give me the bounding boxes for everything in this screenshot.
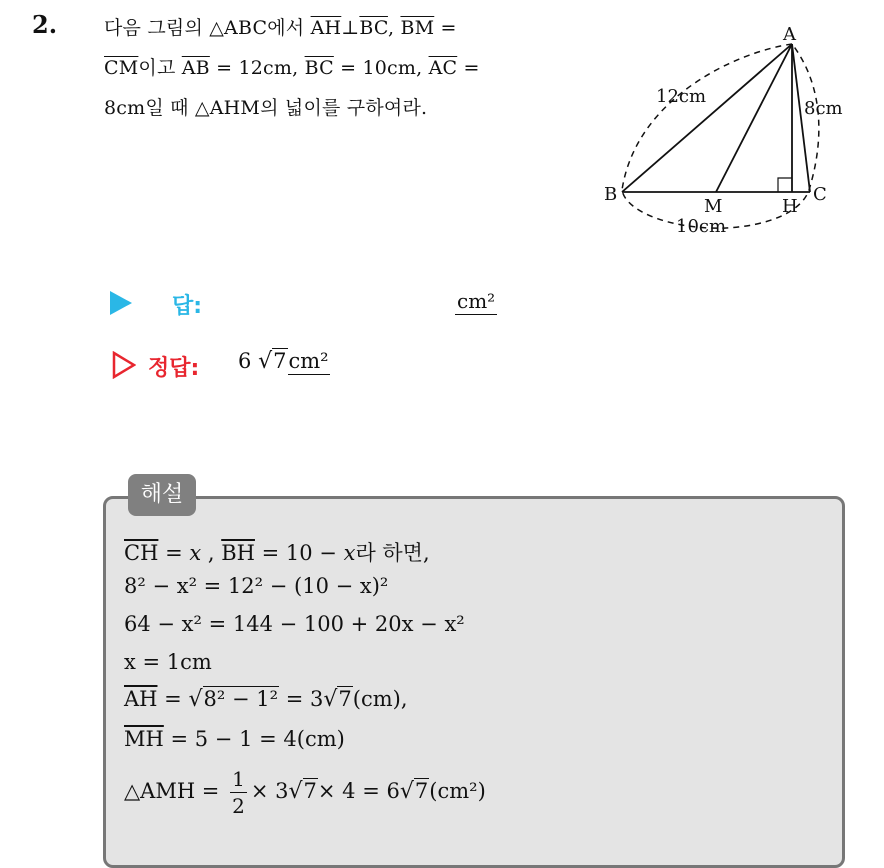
correct-unit: cm² <box>288 349 329 373</box>
segment-ab: $\overline{AB}$ <box>181 57 210 79</box>
sqrt: √8² − 1² <box>188 687 279 712</box>
segment-cm: $\overline{CM}$ <box>104 57 139 79</box>
question-line-3: 8cm일 때 △AHM의 넓이를 구하여라. <box>104 97 428 119</box>
expr: × 4 = 6 <box>317 779 400 803</box>
label-h: H <box>782 196 798 217</box>
correct-value <box>238 349 330 374</box>
expr: × 3 <box>250 779 289 803</box>
solution-line-4: x = 1cm <box>124 650 212 674</box>
segment-mh: $\overline{MH}$ <box>124 727 164 751</box>
solution-line-1 <box>124 537 430 567</box>
segment-ah: $\overline{AH}$ <box>124 687 158 711</box>
side-ab <box>622 44 792 192</box>
segment-ch: $\overline{CH}$ <box>124 541 159 565</box>
question-line-2 <box>104 53 480 80</box>
label-ac-length: 8cm <box>804 98 843 119</box>
radicand: 8² − 1² <box>203 687 279 711</box>
solution-tag: 해설 <box>128 474 196 516</box>
question-text: 다음 그림의 △ABC에서 <box>104 17 311 39</box>
triangle-figure <box>596 18 856 240</box>
expr: = 3 <box>279 687 324 711</box>
solution-line-3: 64 − x² = 144 − 100 + 20x − x² <box>124 612 465 636</box>
answer-unit: cm² <box>457 289 496 313</box>
sqrt: √7 <box>288 779 317 804</box>
var-x: x <box>189 541 202 565</box>
numerator: 1 <box>232 767 245 791</box>
label-c: C <box>813 184 827 205</box>
label-b: B <box>604 184 618 205</box>
solution-line-5 <box>124 687 408 712</box>
answer-row <box>110 287 530 321</box>
label-m: M <box>704 196 723 217</box>
equals: = <box>158 541 190 565</box>
unit: (cm), <box>352 687 408 711</box>
answer-label: 답: <box>172 294 203 319</box>
denominator: 2 <box>232 794 245 818</box>
sqrt: √7 <box>258 349 287 374</box>
equals: = <box>157 687 189 711</box>
segment-bm: $\overline{BM}$ <box>400 17 435 39</box>
segment-bh: $\overline{BH}$ <box>221 541 255 565</box>
segment-ac: $\overline{AC}$ <box>428 57 458 79</box>
expr: = 5 − 1 = 4(cm) <box>163 727 345 751</box>
solution-line-6 <box>124 727 345 751</box>
ab-value: = 12cm, <box>209 57 305 79</box>
right-angle-mark <box>778 178 792 192</box>
sqrt: √7 <box>323 687 352 712</box>
radicand: 7 <box>273 349 287 373</box>
radicand: 7 <box>303 779 317 803</box>
label-bc-length: 10cm <box>676 216 727 237</box>
segment-bc: $\overline{BC}$ <box>359 17 388 39</box>
equals: = <box>434 17 457 39</box>
radicand: 7 <box>338 687 352 711</box>
label-ab-length: 12cm <box>656 86 707 107</box>
label-a: A <box>783 24 796 45</box>
solution-line-2: 8² − x² = 12² − (10 − x)² <box>124 574 389 598</box>
comma: , <box>387 17 401 39</box>
perp-symbol: ⊥ <box>341 17 360 39</box>
var-x: x <box>343 541 356 565</box>
equals: = <box>457 57 480 79</box>
radicand: 7 <box>414 779 429 803</box>
expr: = 10 − <box>254 541 344 565</box>
solution-line-7 <box>124 766 486 826</box>
expr: △AMH = <box>124 779 227 803</box>
sqrt: √7 <box>399 779 429 804</box>
correct-label: 정답: <box>148 356 200 381</box>
coefficient: 6 <box>238 349 252 373</box>
median-am <box>716 44 792 192</box>
question-line-1 <box>104 13 457 40</box>
bc-value: = 10cm, <box>333 57 429 79</box>
comma: , <box>201 541 222 565</box>
fraction <box>230 766 247 819</box>
question-number: 2. <box>32 10 58 39</box>
unit: (cm²) <box>429 779 486 803</box>
play-arrow-icon <box>110 291 132 315</box>
question-text: 이고 <box>138 57 182 79</box>
segment-ah: $\overline{AH}$ <box>310 17 342 39</box>
outline-arrow-icon <box>112 351 136 379</box>
correct-answer-row <box>110 349 530 385</box>
segment-bc: $\overline{BC}$ <box>304 57 334 79</box>
korean-text: 라 하면, <box>355 541 430 565</box>
